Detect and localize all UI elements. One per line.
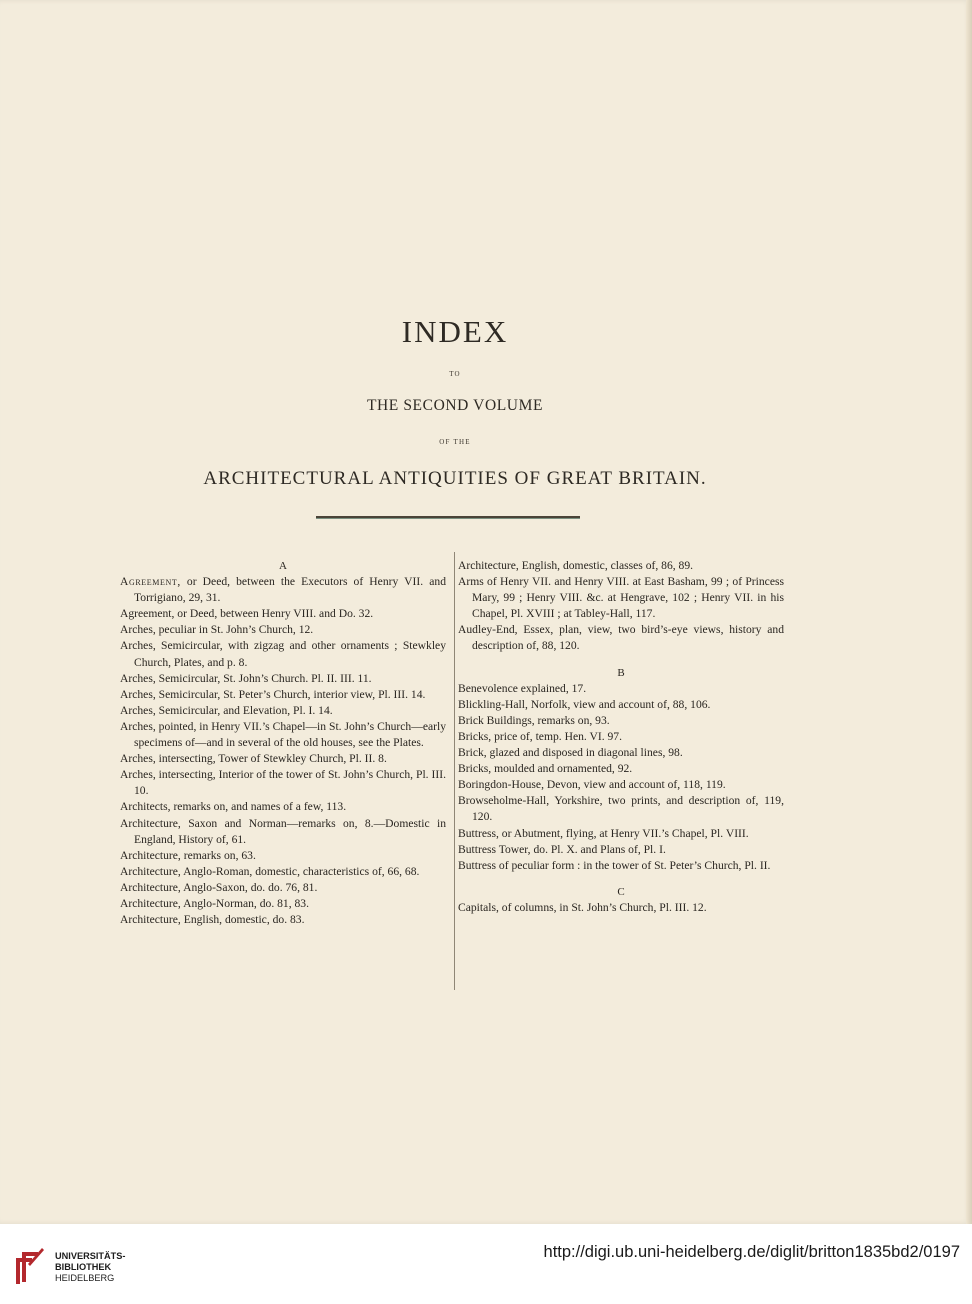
index-entry: Arches, Semicircular, St. John’s Church. Pl. II. III. 11. [120,671,372,685]
page-edge [966,0,972,1224]
index-entry: Brick Buildings, remarks on, 93. [458,713,610,727]
index-entry: Browseholme-Hall, Yorkshire, two prints, and description of, 119, 120. [458,794,784,824]
logo-line-3: HEIDELBERG [55,1273,115,1283]
footer-bar [0,1224,972,1304]
section-letter-b: B [617,666,625,679]
index-entry: Architecture, remarks on, 63. [120,848,256,862]
index-entry: Buttress, or Abutment, flying, at Henry VII.’s Chapel, Pl. VIII. [458,826,749,840]
index-entry: Arches, Semicircular, and Elevation, Pl. I. 14. [120,703,333,717]
index-entry: Architecture, Saxon and Norman—remarks on, 8.—Domestic in England, History of, 61. [120,816,446,846]
section-letter-c: C [617,885,625,898]
index-entry: Buttress of peculiar form : in the tower of St. Peter’s Church, Pl. II. [458,858,771,872]
index-entry: Audley-End, Essex, plan, view, two bird’s-eye views, history and description of, 88, 120. [458,623,784,653]
index-entry: Architecture, Anglo-Norman, do. 81, 83. [120,896,309,910]
column-divider [454,552,455,990]
index-entry: Architecture, English, domestic, classes of, 86, 89. [458,559,694,572]
index-entry: Buttress Tower, do. Pl. X. and Plans of, Pl. I. [458,842,666,856]
index-entry: Benevolence explained, 17. [458,681,587,695]
index-entry: Bricks, price of, temp. Hen. VI. 97. [458,729,622,743]
library-logo-icon[interactable] [12,1246,46,1286]
index-entry: Architecture, Anglo-Roman, domestic, characteristics of, 66, 68. [120,864,420,878]
title-of-the: OF THE [439,438,471,446]
index-column-left [120,558,446,928]
title-to: TO [449,370,461,378]
index-entry: Agreement, or Deed, between Henry VIII. and Do. 32. [120,607,374,621]
index-entry: Architects, remarks on, and names of a few, 113. [120,800,347,814]
index-entry: Architecture, English, domestic, do. 83. [120,913,305,927]
entry-head: Agreement, [120,575,181,589]
index-entry: Arches, intersecting, Tower of Stewkley Church, Pl. II. 8. [120,752,387,766]
work-title: ARCHITECTURAL ANTIQUITIES OF GREAT BRITAIN. [203,468,707,489]
index-column-right [458,558,784,916]
index-entry [120,574,446,606]
index-entry: Arms of Henry VII. and Henry VIII. at East Basham, 99 ; of Princess Mary, 99 ; Henry VIII. &c. at Hengrave, 102 ; Henry VII. in his Chapel, Pl. XVIII ; at Tabley-Hall, 117. [458,575,784,621]
title-rule [316,516,580,519]
index-entry: Bricks, moulded and ornamented, 92. [458,762,633,776]
index-entry: Brick, glazed and disposed in diagonal lines, 98. [458,746,683,760]
volume-subtitle: THE SECOND VOLUME [366,397,544,414]
index-entry: Architecture, Anglo-Saxon, do. do. 76, 81. [120,880,318,894]
index-entry: Arches, peculiar in St. John’s Church, 12. [120,623,314,637]
index-entry: Arches, Semicircular, St. Peter’s Church, interior view, Pl. III. 14. [120,687,426,701]
index-entry: Arches, Semicircular, with zigzag and other ornaments ; Stewkley Church, Plates, and p. 8. [120,639,446,669]
index-entry: Capitals, of columns, in St. John’s Church, Pl. III. 12. [458,900,707,914]
logo-line-2: BIBLIOTHEK [55,1262,112,1272]
section-letter-a: A [279,560,287,572]
library-logo-text[interactable] [55,1251,125,1284]
permalink-url[interactable]: http://digi.ub.uni-heidelberg.de/diglit/britton1835bd2/0197 [543,1243,960,1261]
logo-line-1: UNIVERSITÄTS- [55,1251,126,1261]
index-entry: Boringdon-House, Devon, view and account of, 118, 119. [458,778,726,792]
index-entry: Arches, intersecting, Interior of the tower of St. John’s Church, Pl. III. 10. [120,768,446,798]
index-entry: Arches, pointed, in Henry VII.’s Chapel—in St. John’s Church—early specimens of—and in several of the old houses, see the Plates. [120,719,446,750]
index-title: INDEX [401,314,509,349]
entry-text: or Deed, between the Executors of Henry VII. and Torrigiano, 29, 31. [134,575,446,605]
index-entry: Blickling-Hall, Norfolk, view and account of, 88, 106. [458,697,711,711]
